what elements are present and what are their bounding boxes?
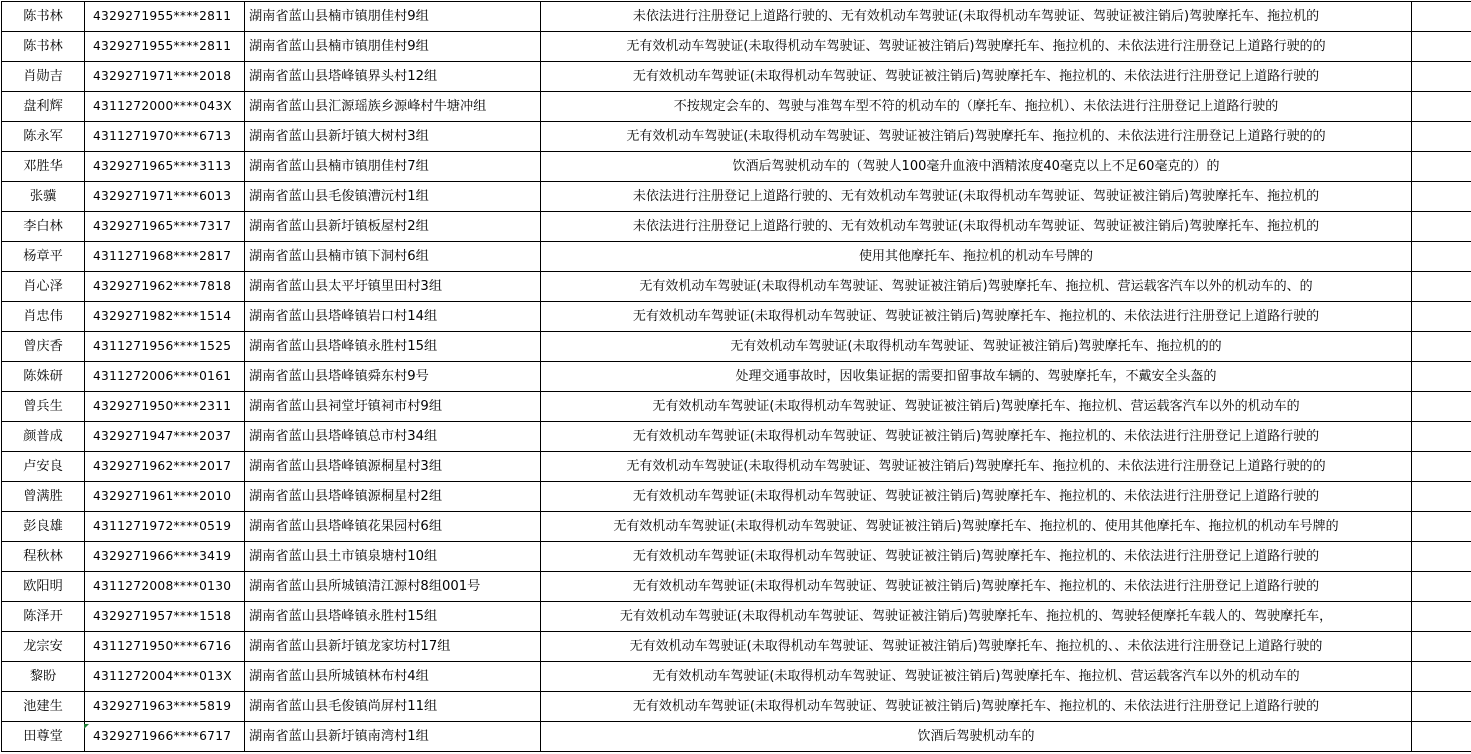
name-cell[interactable]: 欧阳明 <box>2 572 85 602</box>
address-cell[interactable]: 湖南省蓝山县所城镇清江源村8组001号 <box>245 572 541 602</box>
empty-cell[interactable] <box>1412 452 1471 482</box>
empty-cell[interactable] <box>1412 332 1471 362</box>
empty-cell[interactable] <box>1412 182 1471 212</box>
offense-cell[interactable]: 未依法进行注册登记上道路行驶的、无有效机动车驾驶证(未取得机动车驾驶证、驾驶证被注销后)驾驶摩托车、拖拉机的 <box>541 182 1412 212</box>
offense-cell[interactable]: 无有效机动车驾驶证(未取得机动车驾驶证、驾驶证被注销后)驾驶摩托车、拖拉机、营运载客汽车以外的机动车的、的 <box>541 272 1412 302</box>
address-cell[interactable]: 湖南省蓝山县祠堂圩镇祠市村9组 <box>245 392 541 422</box>
id-number-cell[interactable]: 4329271963****5819 <box>85 692 245 722</box>
address-cell[interactable]: 湖南省蓝山县塔峰镇总市村34组 <box>245 422 541 452</box>
address-cell[interactable]: 湖南省蓝山县塔峰镇舜东村9号 <box>245 362 541 392</box>
empty-cell[interactable] <box>1412 512 1471 542</box>
address-cell[interactable]: 湖南省蓝山县塔峰镇源桐星村2组 <box>245 482 541 512</box>
address-cell[interactable]: 湖南省蓝山县新圩镇龙家坊村17组 <box>245 632 541 662</box>
id-number-cell[interactable]: 4311271970****6713 <box>85 122 245 152</box>
empty-cell[interactable] <box>1412 482 1471 512</box>
id-number-cell[interactable]: 4311271972****0519 <box>85 512 245 542</box>
offense-cell[interactable]: 使用其他摩托车、拖拉机的机动车号牌的 <box>541 242 1412 272</box>
name-cell[interactable]: 程秋林 <box>2 542 85 572</box>
id-number-cell[interactable]: 4311271968****2817 <box>85 242 245 272</box>
address-cell[interactable]: 湖南省蓝山县汇源瑶族乡源峰村牛塘冲组 <box>245 92 541 122</box>
address-cell[interactable]: 湖南省蓝山县塔峰镇永胜村15组 <box>245 602 541 632</box>
id-number-cell[interactable]: 4311272008****0130 <box>85 572 245 602</box>
id-number-cell[interactable]: 4311271956****1525 <box>85 332 245 362</box>
table-row <box>2 182 1471 212</box>
address-cell[interactable]: 湖南省蓝山县土市镇泉塘村10组 <box>245 542 541 572</box>
empty-cell[interactable] <box>1412 362 1471 392</box>
offense-cell[interactable]: 无有效机动车驾驶证(未取得机动车驾驶证、驾驶证被注销后)驾驶摩托车、拖拉机的、未依法进行注册登记上道路行驶的 <box>541 62 1412 92</box>
empty-cell[interactable] <box>1412 152 1471 182</box>
address-cell[interactable]: 湖南省蓝山县新圩镇南湾村1组 <box>245 722 541 752</box>
name-cell[interactable]: 邓胜华 <box>2 152 85 182</box>
empty-cell[interactable] <box>1412 542 1471 572</box>
address-cell[interactable]: 湖南省蓝山县毛俊镇漕沅村1组 <box>245 182 541 212</box>
name-cell[interactable]: 盘利辉 <box>2 92 85 122</box>
empty-cell[interactable] <box>1412 662 1471 692</box>
offense-cell[interactable]: 无有效机动车驾驶证(未取得机动车驾驶证、驾驶证被注销后)驾驶摩托车、拖拉机的、未依法进行注册登记上道路行驶的 <box>541 572 1412 602</box>
table-row <box>2 722 1471 752</box>
offense-cell[interactable]: 无有效机动车驾驶证(未取得机动车驾驶证、驾驶证被注销后)驾驶摩托车、拖拉机的、未依法进行注册登记上道路行驶的 <box>541 542 1412 572</box>
name-cell[interactable]: 肖心泽 <box>2 272 85 302</box>
name-cell[interactable]: 陈书林 <box>2 32 85 62</box>
name-cell[interactable]: 杨章平 <box>2 242 85 272</box>
empty-cell[interactable] <box>1412 272 1471 302</box>
id-number-cell[interactable]: 4311272006****0161 <box>85 362 245 392</box>
address-cell[interactable]: 湖南省蓝山县楠市镇朋佳村9组 <box>245 2 541 32</box>
id-number-cell[interactable]: 4329271947****2037 <box>85 422 245 452</box>
address-cell[interactable]: 湖南省蓝山县毛俊镇尚屏村11组 <box>245 692 541 722</box>
id-number-cell[interactable]: 4329271966****3419 <box>85 542 245 572</box>
address-cell[interactable]: 湖南省蓝山县楠市镇下洞村6组 <box>245 242 541 272</box>
offense-cell[interactable]: 饮酒后驾驶机动车的（驾驶人100毫升血液中酒精浓度40毫克以上不足60毫克的）的 <box>541 152 1412 182</box>
address-cell[interactable]: 湖南省蓝山县所城镇林布村4组 <box>245 662 541 692</box>
offense-cell[interactable]: 无有效机动车驾驶证(未取得机动车驾驶证、驾驶证被注销后)驾驶摩托车、拖拉机的、使用其他摩托车、拖拉机的机动车号牌的 <box>541 512 1412 542</box>
empty-cell[interactable] <box>1412 602 1471 632</box>
table-row <box>2 122 1471 152</box>
offense-cell[interactable]: 无有效机动车驾驶证(未取得机动车驾驶证、驾驶证被注销后)驾驶摩托车、拖拉机的、、未依法进行注册登记上道路行驶的 <box>541 632 1412 662</box>
name-cell[interactable]: 陈永军 <box>2 122 85 152</box>
empty-cell[interactable] <box>1412 392 1471 422</box>
empty-cell[interactable] <box>1412 632 1471 662</box>
address-cell[interactable]: 湖南省蓝山县塔峰镇界头村12组 <box>245 62 541 92</box>
id-number-cell[interactable]: 4329271966****6717 <box>85 722 245 752</box>
name-cell[interactable]: 李白林 <box>2 212 85 242</box>
name-cell[interactable]: 龙宗安 <box>2 632 85 662</box>
id-number-cell[interactable]: 4329271962****7818 <box>85 272 245 302</box>
address-cell[interactable]: 湖南省蓝山县新圩镇板屋村2组 <box>245 212 541 242</box>
table-row <box>2 62 1471 92</box>
empty-cell[interactable] <box>1412 92 1471 122</box>
empty-cell[interactable] <box>1412 572 1471 602</box>
offense-cell[interactable]: 无有效机动车驾驶证(未取得机动车驾驶证、驾驶证被注销后)驾驶摩托车、拖拉机的、未依法进行注册登记上道路行驶的的 <box>541 32 1412 62</box>
offense-cell[interactable]: 无有效机动车驾驶证(未取得机动车驾驶证、驾驶证被注销后)驾驶摩托车、拖拉机的、未依法进行注册登记上道路行驶的的 <box>541 452 1412 482</box>
address-cell[interactable]: 湖南省蓝山县塔峰镇源桐星村3组 <box>245 452 541 482</box>
empty-cell[interactable] <box>1412 212 1471 242</box>
table-row <box>2 152 1471 182</box>
id-number-cell[interactable]: 4329271957****1518 <box>85 602 245 632</box>
offense-cell[interactable]: 无有效机动车驾驶证(未取得机动车驾驶证、驾驶证被注销后)驾驶摩托车、拖拉机的的 <box>541 332 1412 362</box>
empty-cell[interactable] <box>1412 2 1471 32</box>
name-cell[interactable]: 曾兵生 <box>2 392 85 422</box>
id-number-cell[interactable]: 4329271950****2311 <box>85 392 245 422</box>
id-number-cell[interactable]: 4329271982****1514 <box>85 302 245 332</box>
table-row <box>2 632 1471 662</box>
offense-cell[interactable]: 无有效机动车驾驶证(未取得机动车驾驶证、驾驶证被注销后)驾驶摩托车、拖拉机、营运载客汽车以外的机动车的 <box>541 662 1412 692</box>
table-row <box>2 2 1471 32</box>
id-number-cell[interactable]: 4329271965****3113 <box>85 152 245 182</box>
id-number-cell[interactable]: 4311272004****013X <box>85 662 245 692</box>
name-cell[interactable]: 肖勋吉 <box>2 62 85 92</box>
id-number-cell[interactable]: 4329271955****2811 <box>85 2 245 32</box>
table-row <box>2 572 1471 602</box>
offense-cell[interactable]: 饮酒后驾驶机动车的 <box>541 722 1412 752</box>
offense-cell[interactable]: 无有效机动车驾驶证(未取得机动车驾驶证、驾驶证被注销后)驾驶摩托车、拖拉机、营运载客汽车以外的机动车的 <box>541 392 1412 422</box>
table-row <box>2 332 1471 362</box>
id-number-cell[interactable]: 4311271950****6716 <box>85 632 245 662</box>
table-row <box>2 32 1471 62</box>
name-cell[interactable]: 曾庆香 <box>2 332 85 362</box>
offense-cell[interactable]: 无有效机动车驾驶证(未取得机动车驾驶证、驾驶证被注销后)驾驶摩托车、拖拉机的、未依法进行注册登记上道路行驶的 <box>541 422 1412 452</box>
address-cell[interactable]: 湖南省蓝山县楠市镇朋佳村7组 <box>245 152 541 182</box>
empty-cell[interactable] <box>1412 422 1471 452</box>
address-cell[interactable]: 湖南省蓝山县塔峰镇花果园村6组 <box>245 512 541 542</box>
offense-cell[interactable]: 未依法进行注册登记上道路行驶的、无有效机动车驾驶证(未取得机动车驾驶证、驾驶证被注销后)驾驶摩托车、拖拉机的 <box>541 212 1412 242</box>
offense-cell[interactable]: 处理交通事故时，因收集证据的需要扣留事故车辆的、驾驶摩托车，不戴安全头盔的 <box>541 362 1412 392</box>
offense-cell[interactable]: 无有效机动车驾驶证(未取得机动车驾驶证、驾驶证被注销后)驾驶摩托车、拖拉机的、未依法进行注册登记上道路行驶的 <box>541 302 1412 332</box>
id-number-cell[interactable]: 4329271965****7317 <box>85 212 245 242</box>
address-cell[interactable]: 湖南省蓝山县塔峰镇永胜村15组 <box>245 332 541 362</box>
address-cell[interactable]: 湖南省蓝山县塔峰镇岩口村14组 <box>245 302 541 332</box>
offense-cell[interactable]: 不按规定会车的、驾驶与准驾车型不符的机动车的（摩托车、拖拉机）、未依法进行注册登记上道路行驶的 <box>541 92 1412 122</box>
table-row <box>2 662 1471 692</box>
empty-cell[interactable] <box>1412 62 1471 92</box>
name-cell[interactable]: 颜普成 <box>2 422 85 452</box>
address-cell[interactable]: 湖南省蓝山县新圩镇大树村3组 <box>245 122 541 152</box>
name-cell[interactable]: 曾满胜 <box>2 482 85 512</box>
name-cell[interactable]: 陈姝研 <box>2 362 85 392</box>
name-cell[interactable]: 黎盼 <box>2 662 85 692</box>
empty-cell[interactable] <box>1412 32 1471 62</box>
name-cell[interactable]: 田尊堂 <box>2 722 85 752</box>
name-cell[interactable]: 彭良雄 <box>2 512 85 542</box>
address-cell[interactable]: 湖南省蓝山县太平圩镇里田村3组 <box>245 272 541 302</box>
offense-cell[interactable]: 无有效机动车驾驶证(未取得机动车驾驶证、驾驶证被注销后)驾驶摩托车、拖拉机的、未依法进行注册登记上道路行驶的的 <box>541 122 1412 152</box>
id-number-cell[interactable]: 4311272000****043X <box>85 92 245 122</box>
name-cell[interactable]: 陈书林 <box>2 2 85 32</box>
table-body <box>2 2 1471 752</box>
table-row <box>2 242 1471 272</box>
table-row <box>2 302 1471 332</box>
id-number-cell[interactable]: 4329271961****2010 <box>85 482 245 512</box>
table-row <box>2 272 1471 302</box>
id-number-cell[interactable]: 4329271971****6013 <box>85 182 245 212</box>
table-row <box>2 602 1471 632</box>
empty-cell[interactable] <box>1412 722 1471 752</box>
table-row <box>2 422 1471 452</box>
empty-cell[interactable] <box>1412 122 1471 152</box>
empty-cell[interactable] <box>1412 302 1471 332</box>
table-row <box>2 512 1471 542</box>
id-number-cell[interactable]: 4329271971****2018 <box>85 62 245 92</box>
table-row <box>2 452 1471 482</box>
cell-comment-marker <box>84 724 89 729</box>
name-cell[interactable]: 卢安良 <box>2 452 85 482</box>
table-row <box>2 392 1471 422</box>
id-number-cell[interactable]: 4329271955****2811 <box>85 32 245 62</box>
empty-cell[interactable] <box>1412 242 1471 272</box>
address-cell[interactable]: 湖南省蓝山县楠市镇朋佳村9组 <box>245 32 541 62</box>
name-cell[interactable]: 肖忠伟 <box>2 302 85 332</box>
table-row <box>2 362 1471 392</box>
id-number-cell[interactable]: 4329271962****2017 <box>85 452 245 482</box>
table-row <box>2 212 1471 242</box>
empty-cell[interactable] <box>1412 692 1471 722</box>
table-row <box>2 92 1471 122</box>
offense-cell[interactable]: 无有效机动车驾驶证(未取得机动车驾驶证、驾驶证被注销后)驾驶摩托车、拖拉机的、驾驶轻便摩托车载人的、驾驶摩托车， <box>541 602 1412 632</box>
table-row <box>2 542 1471 572</box>
offense-cell[interactable]: 无有效机动车驾驶证(未取得机动车驾驶证、驾驶证被注销后)驾驶摩托车、拖拉机的、未依法进行注册登记上道路行驶的 <box>541 692 1412 722</box>
name-cell[interactable]: 张骥 <box>2 182 85 212</box>
name-cell[interactable]: 陈泽开 <box>2 602 85 632</box>
offense-cell[interactable]: 无有效机动车驾驶证(未取得机动车驾驶证、驾驶证被注销后)驾驶摩托车、拖拉机的、未依法进行注册登记上道路行驶的 <box>541 482 1412 512</box>
table-row <box>2 482 1471 512</box>
offense-cell[interactable]: 未依法进行注册登记上道路行驶的、无有效机动车驾驶证(未取得机动车驾驶证、驾驶证被注销后)驾驶摩托车、拖拉机的 <box>541 2 1412 32</box>
violations-table <box>1 1 1471 752</box>
table-row <box>2 692 1471 722</box>
name-cell[interactable]: 池建生 <box>2 692 85 722</box>
